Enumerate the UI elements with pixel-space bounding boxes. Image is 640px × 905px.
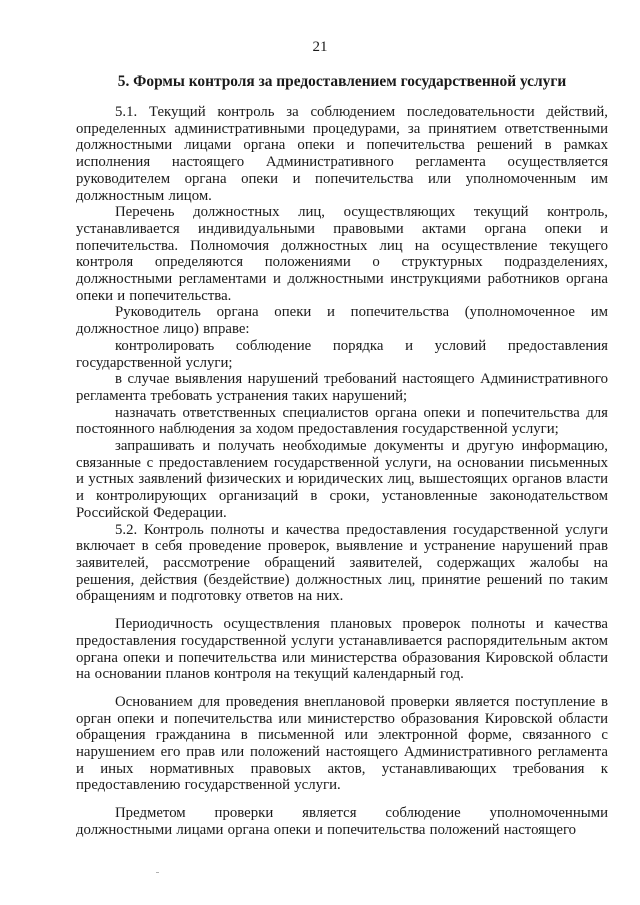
scan-speck: [156, 872, 159, 873]
paragraph: в случае выявления нарушений требований настоящего Административного регламента требовать устранения таких нарушений;: [76, 371, 608, 404]
section-title: 5. Формы контроля за предоставлением государственной услуги: [117, 73, 567, 90]
paragraph: Руководитель органа опеки и попечительства (уполномоченное им должностное лицо) вправе:: [76, 304, 608, 338]
paragraph: Предметом проверки является соблюдение уполномоченными должностными лицами органа опеки и попечительства положений настоящего: [76, 805, 608, 838]
paragraph: 5.1. Текущий контроль за соблюдением последовательности действий, определенных административными процедурами, за принятием ответственными должностными лицами органа опеки и попечительства решений в рамках исполнения настоящего Административного регламента осуществляется руководителем органа опеки и попечительства или уполномоченным им должностным лицом.: [76, 104, 608, 204]
document-body: [76, 104, 608, 839]
paragraph: Периодичность осуществления плановых проверок полноты и качества предоставления государственной услуги устанавливается распорядительным актом органа опеки и попечительства или министерства образования Кировской области на основании планов контроля на текущий календарный год.: [76, 616, 608, 683]
paragraph: запрашивать и получать необходимые документы и другую информацию, связанные с предоставлением государственной услуги, на основании письменных и устных заявлений физических и юридических лиц, вышестоящих органов власти и контролирующих организаций в сроки, установленные законодательством Российской Федерации.: [76, 438, 608, 521]
paragraph: контролировать соблюдение порядка и условий предоставления государственной услуги;: [76, 337, 608, 371]
paragraph: 5.2. Контроль полноты и качества предоставления государственной услуги включает в себя проведение проверок, выявление и устранение нарушений прав заявителей, рассмотрение обращений заявителей, содержащих жалобы на решения, действия (бездействие) должностных лиц, принятие решений по таким обращениям и подготовку ответов на них.: [76, 521, 608, 605]
paragraph: Перечень должностных лиц, осуществляющих текущий контроль, устанавливается индивидуальными правовыми актами органа опеки и попечительства. Полномочия должностных лиц на осуществление текущего контроля определяются положениями о структурных подразделениях, должностными регламентами и должностными инструкциями работников органа опеки и попечительства.: [76, 204, 608, 304]
paragraph: Основанием для проведения внеплановой проверки является поступление в орган опеки и попечительства или министерство образования Кировской области обращения гражданина в письменной или электронной форме, связанного с нарушением его прав или положений настоящего Административного регламента и иных нормативных правовых актов, устанавливающих требования к предоставлению государственной услуги.: [76, 693, 608, 794]
page-number: 21: [312, 39, 328, 55]
paragraph: назначать ответственных специалистов органа опеки и попечительства для постоянного наблюдения за ходом предоставления государственной услуги;: [76, 404, 608, 438]
